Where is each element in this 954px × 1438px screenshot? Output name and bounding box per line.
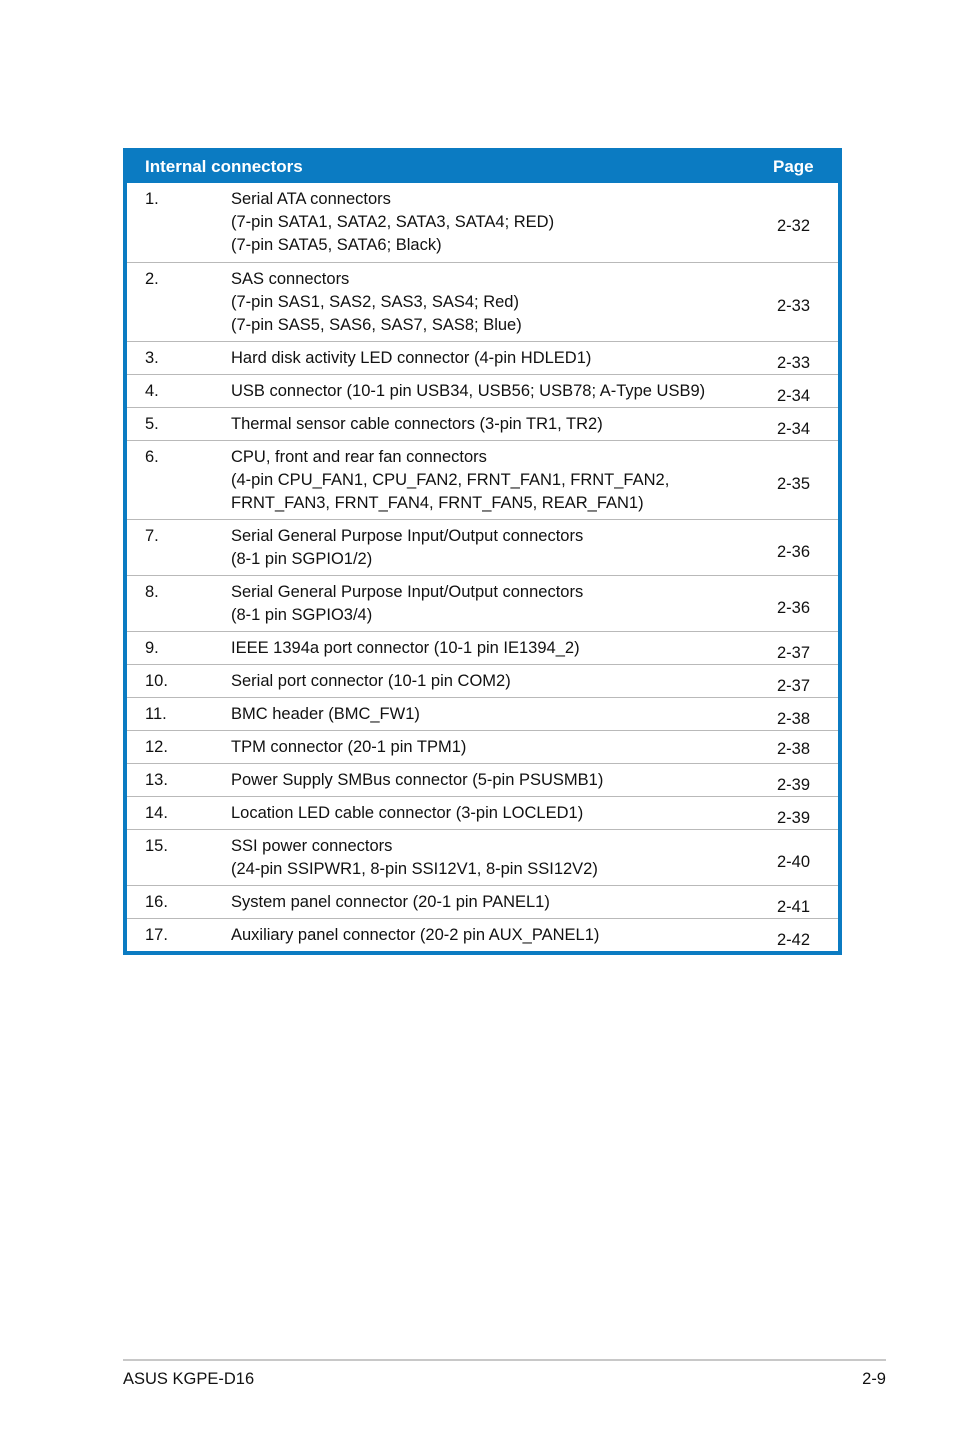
row-number: 15. — [145, 837, 168, 855]
row-number: 2. — [145, 270, 159, 288]
table-row — [127, 519, 838, 575]
table-row — [127, 763, 838, 796]
table-row — [127, 262, 838, 341]
table-row — [127, 631, 838, 664]
row-description — [231, 802, 751, 825]
description-line: Serial port connector (10-1 pin COM2) — [231, 672, 511, 690]
footer-divider — [123, 1359, 886, 1361]
description-line: (4-pin CPU_FAN1, CPU_FAN2, FRNT_FAN1, FRNT_FAN2, — [231, 471, 670, 489]
header-page: Page — [773, 157, 814, 176]
description-line: Auxiliary panel connector (20-2 pin AUX_PANEL1) — [231, 926, 600, 944]
description-line: Thermal sensor cable connectors (3-pin TR1, TR2) — [231, 415, 603, 433]
row-description — [231, 581, 751, 627]
row-number: 7. — [145, 527, 159, 545]
table-row — [127, 374, 838, 407]
row-page: 2-41 — [777, 898, 811, 916]
footer-product-name: ASUS KGPE-D16 — [123, 1370, 255, 1388]
description-line: Serial ATA connectors — [231, 190, 391, 208]
description-line: IEEE 1394a port connector (10-1 pin IE1394_2) — [231, 639, 580, 657]
row-page: 2-37 — [777, 677, 811, 695]
description-line: (8-1 pin SGPIO3/4) — [231, 606, 373, 624]
description-line: Location LED cable connector (3-pin LOCLED1) — [231, 804, 584, 822]
description-line: TPM connector (20-1 pin TPM1) — [231, 738, 467, 756]
row-description — [231, 637, 751, 660]
row-number: 4. — [145, 382, 159, 400]
table-row — [127, 697, 838, 730]
row-description — [231, 835, 751, 881]
table-row — [127, 796, 838, 829]
row-description — [231, 380, 751, 403]
table-row — [127, 829, 838, 885]
row-page: 2-34 — [777, 420, 811, 438]
table-row — [127, 575, 838, 631]
row-page: 2-36 — [777, 543, 811, 561]
row-page: 2-33 — [777, 354, 811, 372]
row-page: 2-35 — [777, 475, 811, 493]
table-row — [127, 730, 838, 763]
table-row — [127, 407, 838, 440]
description-line: CPU, front and rear fan connectors — [231, 448, 487, 466]
row-page: 2-39 — [777, 776, 811, 794]
description-line: (7-pin SATA1, SATA2, SATA3, SATA4; RED) — [231, 213, 555, 231]
row-description — [231, 413, 751, 436]
description-line: FRNT_FAN3, FRNT_FAN4, FRNT_FAN5, REAR_FAN1) — [231, 494, 644, 512]
row-number: 13. — [145, 771, 168, 789]
row-page: 2-37 — [777, 644, 811, 662]
row-description — [231, 891, 751, 914]
row-number: 6. — [145, 448, 159, 466]
row-number: 3. — [145, 349, 159, 367]
connectors-table — [123, 148, 842, 955]
row-description — [231, 703, 751, 726]
table-row — [127, 341, 838, 374]
description-line: SSI power connectors — [231, 837, 393, 855]
header-internal-connectors: Internal connectors — [145, 157, 303, 176]
description-line: (24-pin SSIPWR1, 8-pin SSI12V1, 8-pin SSI12V2) — [231, 860, 598, 878]
row-page: 2-38 — [777, 710, 811, 728]
description-line: Hard disk activity LED connector (4-pin HDLED1) — [231, 349, 592, 367]
row-page: 2-32 — [777, 217, 811, 235]
table-row — [127, 440, 838, 519]
description-line: (8-1 pin SGPIO1/2) — [231, 550, 373, 568]
row-page: 2-38 — [777, 740, 811, 758]
row-description — [231, 446, 751, 515]
description-line: (7-pin SAS5, SAS6, SAS7, SAS8; Blue) — [231, 316, 522, 334]
description-line: Serial General Purpose Input/Output connectors — [231, 583, 584, 601]
row-number: 9. — [145, 639, 159, 657]
row-number: 11. — [145, 705, 167, 723]
row-description — [231, 736, 751, 759]
row-description — [231, 769, 751, 792]
description-line: Serial General Purpose Input/Output connectors — [231, 527, 584, 545]
row-description — [231, 525, 751, 571]
description-line: (7-pin SAS1, SAS2, SAS3, SAS4; Red) — [231, 293, 519, 311]
row-number: 5. — [145, 415, 159, 433]
table-row — [127, 664, 838, 697]
row-number: 12. — [145, 738, 168, 756]
description-line: System panel connector (20-1 pin PANEL1) — [231, 893, 550, 911]
table-row — [127, 918, 838, 951]
row-description — [231, 347, 751, 370]
row-number: 8. — [145, 583, 159, 601]
row-page: 2-39 — [777, 809, 811, 827]
description-line: USB connector (10-1 pin USB34, USB56; USB78; A-Type USB9) — [231, 382, 706, 400]
row-page: 2-33 — [777, 297, 811, 315]
row-description — [231, 188, 751, 257]
description-line: SAS connectors — [231, 270, 350, 288]
description-line: BMC header (BMC_FW1) — [231, 705, 420, 723]
row-page: 2-42 — [777, 931, 811, 949]
description-line: Power Supply SMBus connector (5-pin PSUSMB1) — [231, 771, 604, 789]
row-number: 1. — [145, 190, 159, 208]
footer-page-number: 2-9 — [862, 1370, 886, 1388]
table-header — [123, 148, 842, 183]
row-description — [231, 924, 751, 947]
table-row — [127, 183, 838, 262]
row-description — [231, 268, 751, 337]
row-page: 2-40 — [777, 853, 811, 871]
row-number: 16. — [145, 893, 168, 911]
row-number: 17. — [145, 926, 168, 944]
description-line: (7-pin SATA5, SATA6; Black) — [231, 236, 442, 254]
table-body — [127, 183, 838, 951]
row-description — [231, 670, 751, 693]
row-page: 2-36 — [777, 599, 811, 617]
row-page: 2-34 — [777, 387, 811, 405]
row-number: 14. — [145, 804, 168, 822]
table-row — [127, 885, 838, 918]
row-number: 10. — [145, 672, 168, 690]
